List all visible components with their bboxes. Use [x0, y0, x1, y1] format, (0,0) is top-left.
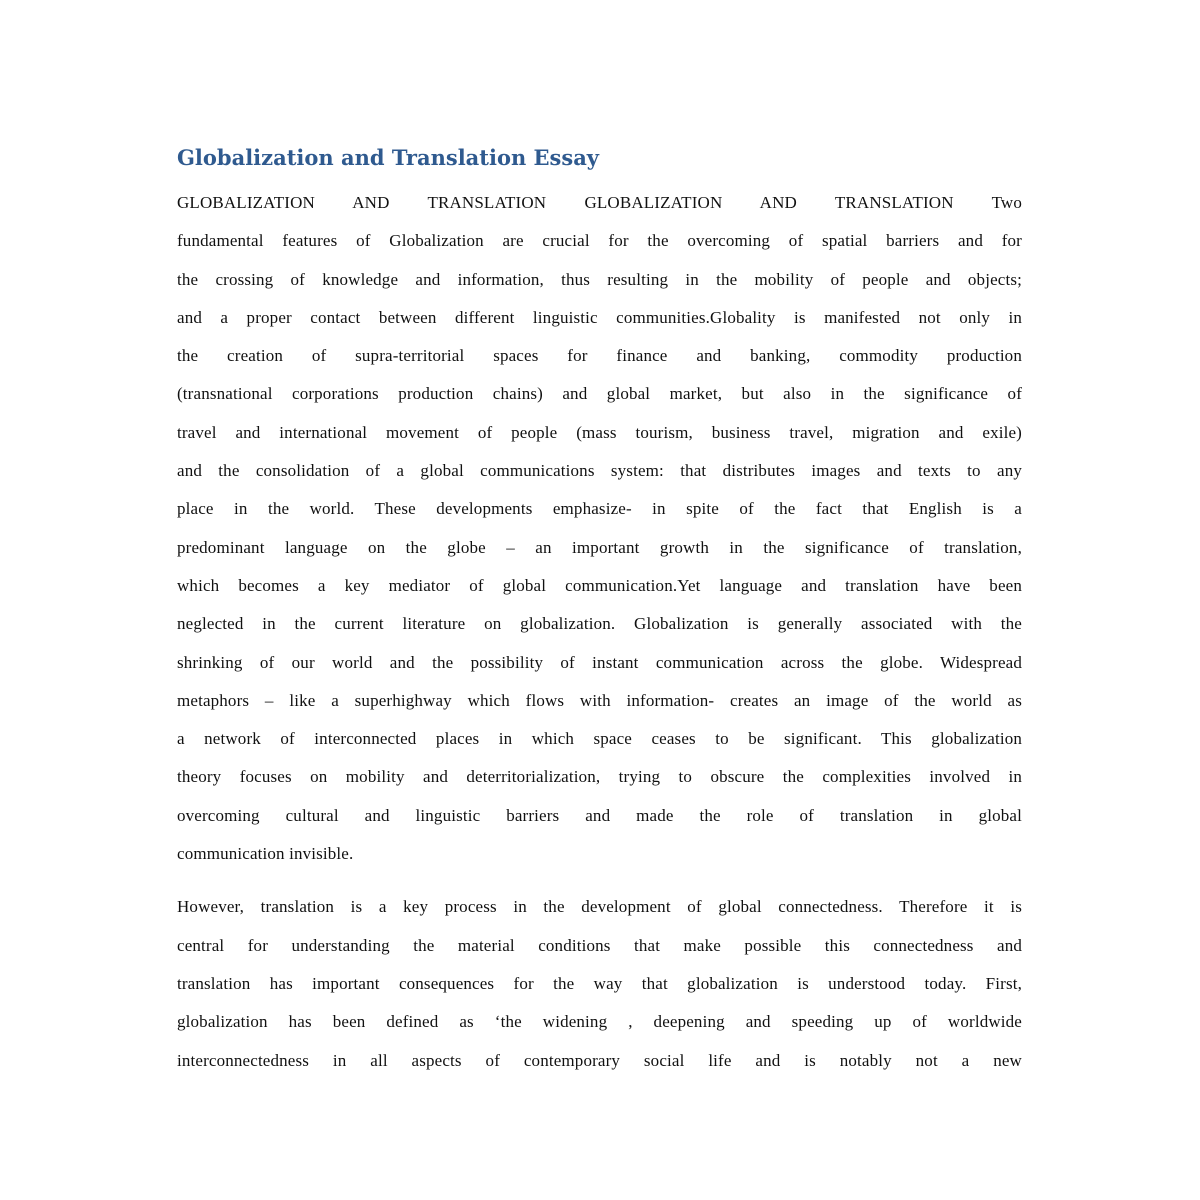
- text-line: central for understanding the material conditions that make possible this connectedness and: [177, 935, 1022, 955]
- text-line: which becomes a key mediator of global communication.Yet language and translation have been: [177, 575, 1022, 595]
- text-line: metaphors – like a superhighway which flows with information- creates an image of the world as: [177, 690, 1022, 710]
- text-line: communication invisible.: [177, 844, 354, 864]
- text-line: globalization has been defined as ‘the widening , deepening and speeding up of worldwide: [177, 1012, 1022, 1032]
- paragraph-2: [177, 888, 1022, 1079]
- text-line: predominant language on the globe – an important growth in the significance of translation,: [177, 537, 1022, 557]
- text-line: and a proper contact between different linguistic communities.Globality is manifested not only in: [177, 307, 1022, 327]
- document-body: [177, 140, 1022, 1080]
- text-line: and the consolidation of a global communications system: that distributes images and texts to any: [177, 461, 1022, 481]
- text-line: (transnational corporations production chains) and global market, but also in the significance of: [177, 384, 1022, 404]
- text-line: GLOBALIZATION AND TRANSLATION GLOBALIZATION AND TRANSLATION Two: [177, 193, 1022, 212]
- text-line: However, translation is a key process in the development of global connectedness. Therefore it is: [177, 897, 1022, 917]
- text-line: the creation of supra-territorial spaces for finance and banking, commodity production: [177, 346, 1022, 366]
- text-line: shrinking of our world and the possibility of instant communication across the globe. Widespread: [177, 652, 1022, 672]
- text-line: translation has important consequences for the way that globalization is understood today. First,: [177, 973, 1022, 993]
- document-title: Globalization and Translation Essay: [177, 145, 599, 170]
- text-line: the crossing of knowledge and information, thus resulting in the mobility of people and objects;: [177, 269, 1022, 289]
- text-line: travel and international movement of people (mass tourism, business travel, migration and exile): [177, 422, 1022, 442]
- text-line: theory focuses on mobility and deterritorialization, trying to obscure the complexities involved in: [177, 767, 1022, 787]
- text-line: overcoming cultural and linguistic barriers and made the role of translation in global: [177, 805, 1022, 825]
- text-line: fundamental features of Globalization are crucial for the overcoming of spatial barriers and for: [177, 231, 1022, 251]
- text-line: a network of interconnected places in which space ceases to be significant. This globalization: [177, 729, 1022, 749]
- text-line: interconnectedness in all aspects of contemporary social life and is notably not a new: [177, 1050, 1022, 1070]
- text-line: place in the world. These developments emphasize- in spite of the fact that English is a: [177, 499, 1022, 519]
- text-line: neglected in the current literature on globalization. Globalization is generally associated with the: [177, 614, 1022, 634]
- paragraph-1: [177, 184, 1022, 873]
